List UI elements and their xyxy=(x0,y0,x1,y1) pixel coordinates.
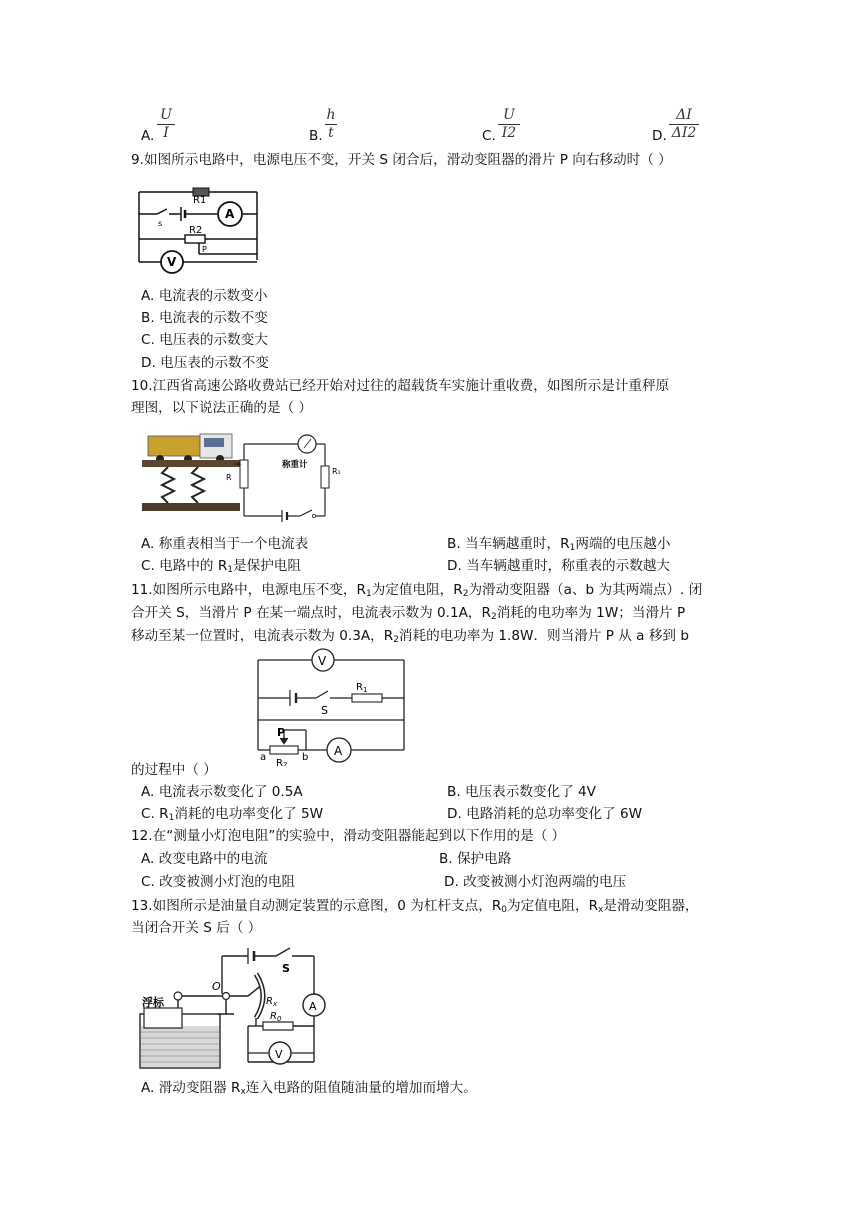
q9-r2-label: R2 xyxy=(189,225,203,236)
q8-option-b[interactable]: B. xyxy=(309,128,323,144)
q11-r2-label: R2 xyxy=(276,758,288,766)
q8-option-a-fraction: U I xyxy=(157,108,175,141)
q13-voltmeter-label: V xyxy=(275,1048,283,1061)
q13-switch-label: S xyxy=(282,962,290,975)
q12-option-a[interactable]: A. 改变电路中的电流 xyxy=(141,851,268,867)
q11-switch-label: S xyxy=(321,704,328,717)
q11-end-b-label: b xyxy=(302,752,309,763)
q9-option-a[interactable]: A. 电流表的示数变小 xyxy=(141,288,268,304)
q12-option-c[interactable]: C. 改变被测小灯泡的电阻 xyxy=(141,874,296,890)
q13-stem-line2: 当闭合开关 S 后（ ） xyxy=(131,920,262,936)
q10-stem-line2: 理图，以下说法正确的是（ ） xyxy=(131,400,313,416)
q11-voltmeter-label: V xyxy=(318,654,327,668)
q13-oil-gauge-figure xyxy=(138,944,338,1070)
q8-option-d[interactable]: D. xyxy=(652,128,667,144)
float-icon xyxy=(144,1008,182,1028)
q8-option-d-fraction: ΔI ΔI2 xyxy=(669,108,699,141)
q10-r1-label: R₁ xyxy=(332,467,341,476)
q11-end-a-label: a xyxy=(260,752,267,763)
q13-pivot-label: O xyxy=(212,980,221,993)
q12-option-b[interactable]: B. 保护电路 xyxy=(439,851,512,867)
q12-stem: 12.在“测量小灯泡电阻”的实验中，滑动变阻器能起到以下作用的是（ ） xyxy=(131,828,566,844)
q9-option-d[interactable]: D. 电压表的示数不变 xyxy=(141,355,269,371)
q10-scale-figure xyxy=(140,426,355,528)
q11-ammeter-label: A xyxy=(334,744,343,758)
q10-option-d[interactable]: D. 当车辆越重时，称重表的示数越大 xyxy=(447,558,671,574)
q11-option-b[interactable]: B. 电压表示数变化了 4V xyxy=(447,784,596,800)
q13-stem-line1: 13.如图所示是油量自动测定装置的示意图，0 为杠杆支点，$R_0$为定值电阻，$R_x$是滑动变阻器， xyxy=(131,898,699,915)
q10-option-c[interactable]: C. 电路中的 $R_1$是保护电阻 xyxy=(141,558,301,575)
q9-voltmeter-label: V xyxy=(167,255,177,269)
q8-option-a[interactable]: A. xyxy=(141,128,155,144)
q11-r1-label: $R_1$ xyxy=(356,682,368,694)
q11-stem-line4: 的过程中（ ） xyxy=(131,762,217,778)
q11-option-d[interactable]: D. 电路消耗的总功率变化了 6W xyxy=(447,806,643,822)
q9-slider-label: P xyxy=(202,245,207,254)
q8-option-c[interactable]: C. xyxy=(482,128,496,144)
q13-ammeter-label: A xyxy=(309,1000,317,1013)
q10-option-a[interactable]: A. 称重表相当于一个电流表 xyxy=(141,536,309,552)
q10-meter-label: 称重计 xyxy=(282,460,308,470)
q9-option-b[interactable]: B. 电流表的示数不变 xyxy=(141,310,268,326)
q9-stem: 9.如图所示电路中，电源电压不变，开关 S 闭合后，滑动变阻器的滑片 P 向右移动时（ ） xyxy=(131,152,672,168)
q13-option-a[interactable]: A. 滑动变阻器 $R_x$连入电路的阻值随油量的增加而增大。 xyxy=(141,1080,477,1097)
q13-r0-label: $R_0$ xyxy=(270,1011,282,1023)
q11-slider-label: P xyxy=(277,726,286,739)
q9-circuit-figure xyxy=(133,182,268,274)
q9-ammeter-label: A xyxy=(225,207,235,221)
q8-option-b-fraction: h t xyxy=(326,107,336,141)
q10-stem-line1: 10.江西省高速公路收费站已经开始对过往的超载货车实施计重收费，如图所示是计重秤原 xyxy=(131,378,670,394)
q11-stem-line3: 移动至某一位置时，电流表示数为 0.3A，$R_2$消耗的电功率为 1.8W．则当滑片 P 从 a 移到 b xyxy=(131,628,689,645)
q8-option-c-fraction: U I2 xyxy=(498,108,520,141)
q11-option-c[interactable]: C. $R_1$消耗的电功率变化了 5W xyxy=(141,806,324,823)
truck-icon xyxy=(148,434,232,463)
q9-switch-label: s xyxy=(158,219,163,228)
q11-stem-line1: 11.如图所示电路中，电源电压不变，$R_1$为定值电阻，$R_2$为滑动变阻器（a、b 为其两端点）. 闭 xyxy=(131,582,703,599)
q10-option-b[interactable]: B. 当车辆越重时，$R_1$两端的电压越小 xyxy=(447,536,671,553)
q11-circuit-figure xyxy=(252,648,410,766)
q13-rx-label: $R_x$ xyxy=(266,996,278,1008)
q11-option-a[interactable]: A. 电流表示数变化了 0.5A xyxy=(141,784,303,800)
q9-option-c[interactable]: C. 电压表的示数变大 xyxy=(141,332,268,348)
q13-float-label: 浮标 xyxy=(142,996,164,1009)
q12-option-d[interactable]: D. 改变被测小灯泡两端的电压 xyxy=(444,874,627,890)
q11-stem-line2: 合开关 S，当滑片 P 在某一端点时，电流表示数为 0.1A，$R_2$消耗的电功率为 1W；当滑片 P xyxy=(131,605,686,622)
q10-r-label: R xyxy=(226,473,232,482)
q9-r1-label: R1 xyxy=(193,195,207,206)
